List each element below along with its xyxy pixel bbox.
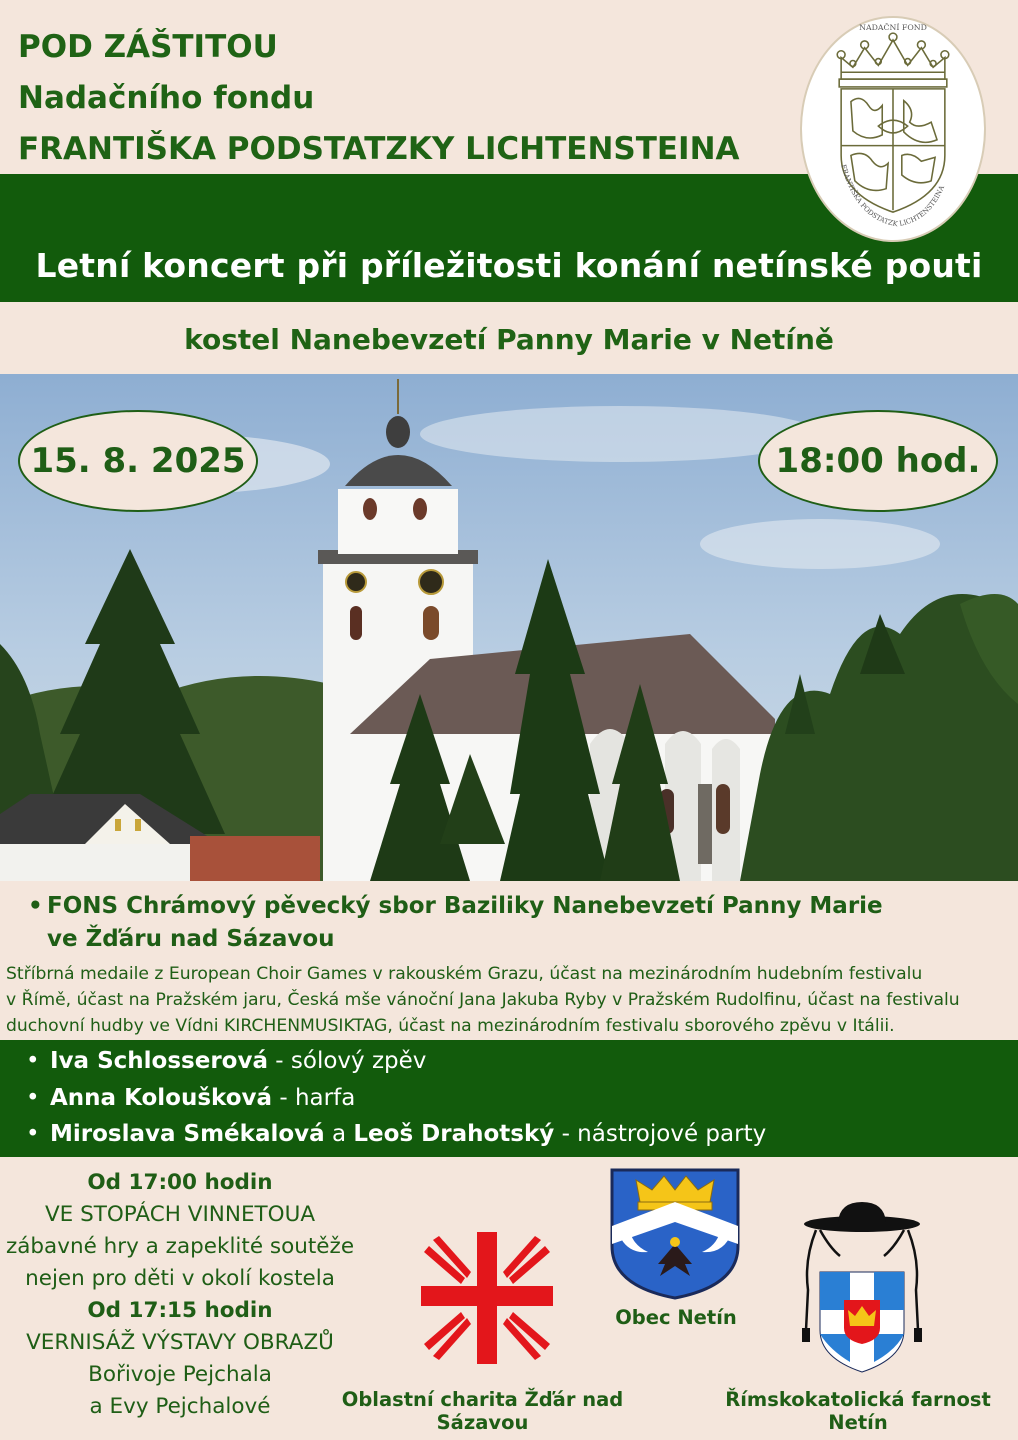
patron-line-2: Nadačního fondu	[18, 80, 315, 116]
performer-row	[0, 1116, 1018, 1153]
program-line: Bořivoje Pejchala	[88, 1362, 272, 1387]
choir-name-line-1: FONS Chrámový pěvecký sbor Baziliky Nanebevzetí Panny Marie	[47, 893, 883, 919]
performer-name-2: Leoš Drahotský	[353, 1121, 555, 1147]
program-line: VERNISÁŽ VÝSTAVY OBRAZŮ	[26, 1330, 334, 1355]
performers-band	[0, 1040, 1018, 1157]
performer-joiner: a	[324, 1121, 354, 1147]
performer-role: - sólový zpěv	[267, 1048, 427, 1074]
program-time-1: Od 17:00 hodin	[87, 1170, 273, 1195]
bullet-icon: •	[26, 1048, 40, 1074]
choir-name-line-2: ve Žďáru nad Sázavou	[47, 926, 335, 952]
choir-description	[6, 961, 1016, 1039]
choir-description-line: Stříbrná medaile z European Choir Games v rakouském Grazu, účast na mezinárodním hudebním festivalu	[6, 964, 923, 984]
date-badge: 15. 8. 2025	[18, 410, 258, 512]
patron-line-1: POD ZÁŠTITOU	[18, 29, 278, 65]
bullet-icon: •	[26, 1084, 40, 1111]
caritas-cross-icon	[421, 1232, 553, 1364]
venue-heading: kostel Nanebevzetí Panny Marie v Netíně	[184, 323, 834, 356]
farnost-label: Římskokatolická farnost Netín	[725, 1388, 991, 1434]
choir-heading	[28, 890, 928, 956]
obec-label: Obec Netín	[615, 1306, 737, 1329]
performer-role: - harfa	[272, 1084, 356, 1111]
performer-role: - nástrojové party	[554, 1121, 767, 1147]
logo-text-right: LICHTENSTEINA	[898, 184, 947, 228]
program-line: nejen pro děti v okolí kostela	[25, 1266, 335, 1291]
bullet-icon: •	[26, 1121, 40, 1147]
performer-name: Anna Koloušková	[50, 1084, 273, 1111]
logo-text-top: NADAČNÍ FOND	[859, 23, 927, 33]
bullet-icon: •	[28, 893, 43, 919]
parish-coat-of-arms-icon	[800, 1200, 924, 1380]
charita-label: Oblastní charita Žďár nad Sázavou	[341, 1388, 624, 1434]
svg-text:LICHTENSTEINA	[899, 184, 946, 228]
performer-name: Miroslava Smékalová	[50, 1121, 325, 1147]
netin-shield-icon	[608, 1166, 742, 1301]
time-badge: 18:00 hod.	[758, 410, 998, 512]
side-program	[0, 1167, 360, 1423]
program-line: a Evy Pejchalové	[89, 1394, 271, 1419]
patron-line-3: FRANTIŠKA PODSTATZKY LICHTENSTEINA	[18, 131, 740, 167]
coat-of-arms-icon	[802, 18, 984, 240]
page-title: Letní koncert při příležitosti konání netínské pouti	[35, 246, 983, 285]
foundation-logo	[800, 16, 986, 242]
svg-text:FRANTIŠKA PODSTATZKY	[802, 18, 899, 228]
program-line: zábavné hry a zapeklité soutěže	[5, 1234, 355, 1259]
logo-text-left: FRANTIŠKA PODSTATZK	[839, 163, 899, 229]
program-time-2: Od 17:15 hodin	[87, 1298, 273, 1323]
performer-row	[0, 1043, 1018, 1080]
choir-description-line: duchovní hudby ve Vídni KIRCHENMUSIKTAG, účast na mezinárodním festivalu sborového zpěvu v Itálii.	[6, 1016, 895, 1036]
choir-description-line: v Římě, účast na Pražském jaru, Česká mše vánoční Jana Jakuba Ryby v Pražském Rudolfinu, účast na festivalu	[6, 990, 960, 1010]
program-line: VE STOPÁCH VINNETOUA	[44, 1202, 316, 1227]
patron-block	[18, 22, 740, 175]
performer-name: Iva Schlosserová	[50, 1048, 268, 1074]
performer-row	[0, 1080, 1018, 1117]
